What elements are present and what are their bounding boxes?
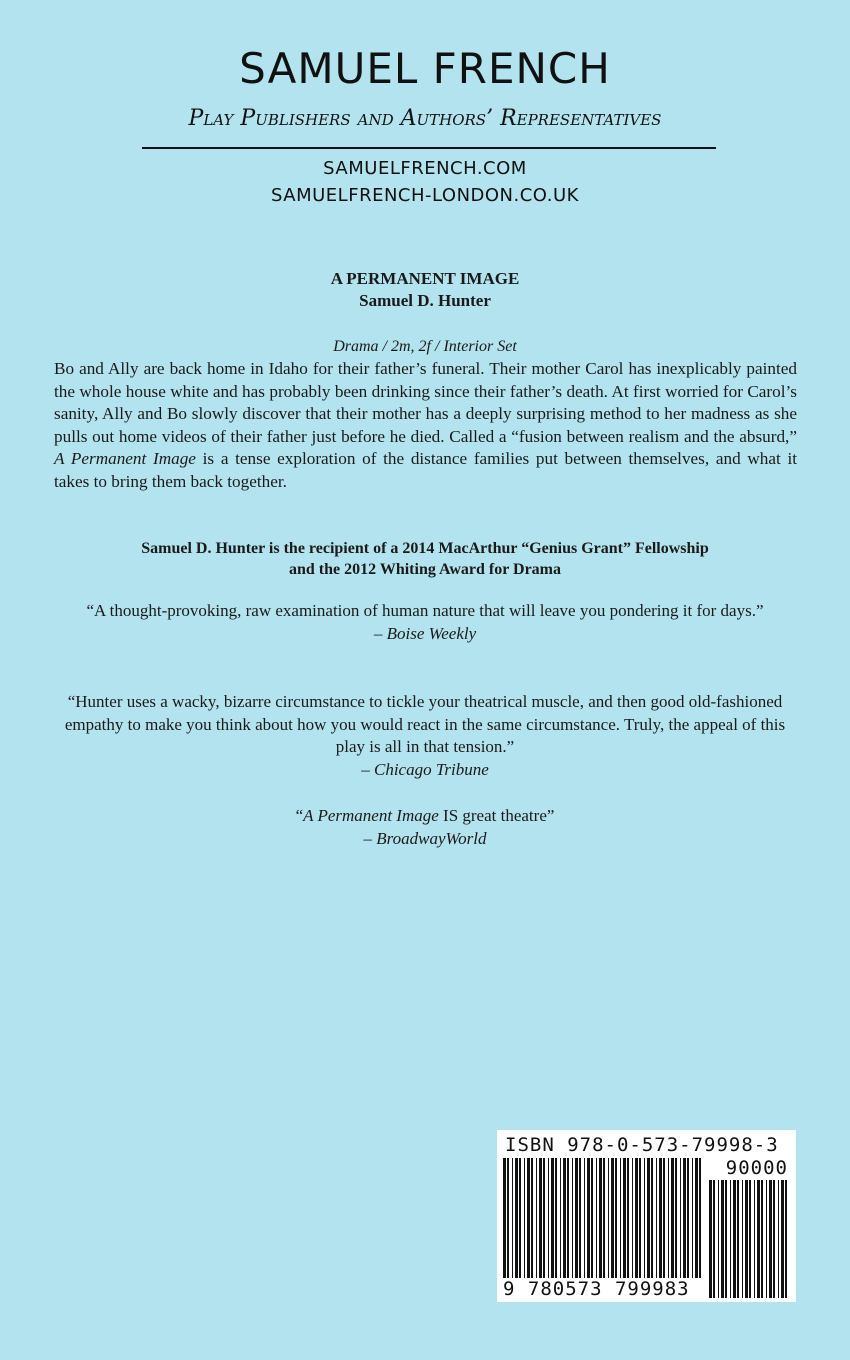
barcode-bar <box>757 1180 760 1298</box>
barcode-bar <box>587 1158 590 1278</box>
barcode-bar <box>608 1158 609 1278</box>
play-title: A PERMANENT IMAGE <box>330 269 520 288</box>
barcode-bar <box>644 1158 645 1278</box>
barcode-bar <box>754 1180 755 1298</box>
barcode-bar <box>656 1158 657 1278</box>
barcode-bar <box>687 1158 689 1278</box>
review-quote <box>60 805 790 850</box>
barcode-bar <box>524 1158 525 1278</box>
publisher-divider <box>142 147 716 149</box>
barcode-bar <box>785 1180 787 1298</box>
play-author: Samuel D. Hunter <box>359 291 491 310</box>
quote-play-title: A Permanent Image <box>303 806 439 825</box>
quote-dash: – <box>361 759 370 779</box>
barcode-bar <box>507 1158 509 1278</box>
barcode-bar <box>572 1158 573 1278</box>
barcode-main-bars <box>503 1158 703 1278</box>
price-code: 90000 <box>725 1157 788 1179</box>
barcode-bar <box>781 1180 784 1298</box>
barcode-bar <box>773 1180 775 1298</box>
quote-text: “Hunter uses a wacky, bizarre circumstance to tickle your theatrical muscle, and then good old-fashioned empathy to make you think about how you would react in the same circumstance. Truly, the appeal of this play is all in that tension.” <box>64 692 786 756</box>
barcode-bar <box>579 1158 581 1278</box>
barcode-bar <box>680 1158 681 1278</box>
barcode-bar <box>503 1158 506 1278</box>
barcode-bar <box>536 1158 537 1278</box>
barcode-bar <box>548 1158 549 1278</box>
isbn-label: ISBN 978-0-573-79998-3 <box>505 1134 779 1156</box>
barcode-bar <box>683 1158 686 1278</box>
barcode-bar <box>531 1158 533 1278</box>
barcode-bar <box>699 1158 701 1278</box>
barcode-bar <box>721 1180 724 1298</box>
quote-source-name: Boise Weekly <box>386 623 477 643</box>
synopsis <box>54 358 797 493</box>
barcode-bar <box>603 1158 605 1278</box>
barcode-bar <box>769 1180 772 1298</box>
barcode-bar <box>567 1158 569 1278</box>
barcode-bar <box>575 1158 578 1278</box>
quote-source <box>60 828 790 851</box>
barcode-bar <box>623 1158 626 1278</box>
barcode-bar <box>560 1158 561 1278</box>
barcode-bar <box>543 1158 545 1278</box>
quote-source-name: Chicago Tribune <box>373 759 489 779</box>
barcode-bar <box>620 1158 621 1278</box>
barcode-digits: 9 780573 799983 <box>503 1278 703 1300</box>
barcode-bar <box>709 1180 712 1298</box>
barcode-bar <box>766 1180 767 1298</box>
publisher-url-us[interactable]: SAMUELFRENCH.COM <box>323 158 527 179</box>
quote-open-mark: “ <box>295 806 304 825</box>
barcode-bar <box>651 1158 653 1278</box>
barcode-bar <box>515 1158 518 1278</box>
barcode-bar <box>761 1180 763 1298</box>
award-line: Samuel D. Hunter is the recipient of a 2014 MacArthur “Genius Grant” Fellowship <box>141 540 709 557</box>
barcode-bar <box>725 1180 727 1298</box>
review-quote <box>60 691 790 781</box>
quote-text-rest: IS great theatre” <box>443 806 555 825</box>
barcode-bar <box>639 1158 641 1278</box>
award-statement <box>0 538 850 580</box>
barcode-bar <box>675 1158 677 1278</box>
quote-text: “A thought-provoking, raw examination of human nature that will leave you pondering it for days.” <box>86 601 764 620</box>
barcode-box <box>497 1130 796 1302</box>
barcode-bar <box>695 1158 698 1278</box>
synopsis-play-title: A Permanent Image <box>54 449 196 468</box>
barcode-bar <box>663 1158 665 1278</box>
barcode-bar <box>733 1180 736 1298</box>
quote-source <box>60 759 790 782</box>
barcode-bar <box>778 1180 779 1298</box>
barcode-bar <box>563 1158 566 1278</box>
barcode-bar <box>519 1158 521 1278</box>
barcode-bar <box>730 1180 731 1298</box>
publisher-tagline: Play Publishers and Authors’ Representatives <box>188 106 662 131</box>
barcode-bar <box>599 1158 602 1278</box>
barcode-bar <box>632 1158 633 1278</box>
barcode-bar <box>527 1158 530 1278</box>
quote-dash: – <box>363 828 373 848</box>
barcode-bar <box>584 1158 585 1278</box>
barcode-bar <box>611 1158 614 1278</box>
quote-source-name: BroadwayWorld <box>376 828 487 848</box>
barcode-bar <box>512 1158 513 1278</box>
quote-source <box>60 623 790 646</box>
barcode-bar <box>555 1158 557 1278</box>
publisher-url-uk[interactable]: SAMUELFRENCH-LONDON.CO.UK <box>271 185 579 206</box>
barcode-bar <box>668 1158 669 1278</box>
barcode-bar <box>647 1158 650 1278</box>
review-quote <box>60 600 790 645</box>
barcode-bar <box>659 1158 662 1278</box>
barcode-bar <box>615 1158 617 1278</box>
barcode-addon-bars <box>709 1180 789 1298</box>
barcode-bar <box>749 1180 751 1298</box>
play-genre: Drama / 2m, 2f / Interior Set <box>333 338 517 355</box>
barcode-bar <box>596 1158 597 1278</box>
barcode-bar <box>635 1158 638 1278</box>
barcode-bar <box>539 1158 542 1278</box>
barcode-bar <box>742 1180 743 1298</box>
synopsis-text-end: is a tense exploration of the distance families put between themselves, and what it takes to bring them back together. <box>54 449 798 491</box>
barcode-bar <box>692 1158 693 1278</box>
barcode-bar <box>627 1158 629 1278</box>
quote-dash: – <box>373 623 383 643</box>
synopsis-text: Bo and Ally are back home in Idaho for their father’s funeral. Their mother Carol has inexplicably painted the whole house white and has probably been drinking since their father’s death. At first worried for Carol’s sanity, Ally and Bo slowly discover that their mother has a deeply surprising method to her madness as she pulls out home videos of their father just before he died. Called a “fusion between realism and the absurd,” <box>54 359 797 446</box>
barcode-bar <box>671 1158 674 1278</box>
quote-text <box>296 806 555 825</box>
publisher-name: SAMUEL FRENCH <box>239 44 611 93</box>
barcode-bar <box>551 1158 554 1278</box>
barcode-bar <box>737 1180 739 1298</box>
barcode-bar <box>718 1180 719 1298</box>
award-line: and the 2012 Whiting Award for Drama <box>288 561 561 578</box>
barcode-bar <box>713 1180 715 1298</box>
barcode-bar <box>745 1180 748 1298</box>
barcode-bar <box>591 1158 593 1278</box>
